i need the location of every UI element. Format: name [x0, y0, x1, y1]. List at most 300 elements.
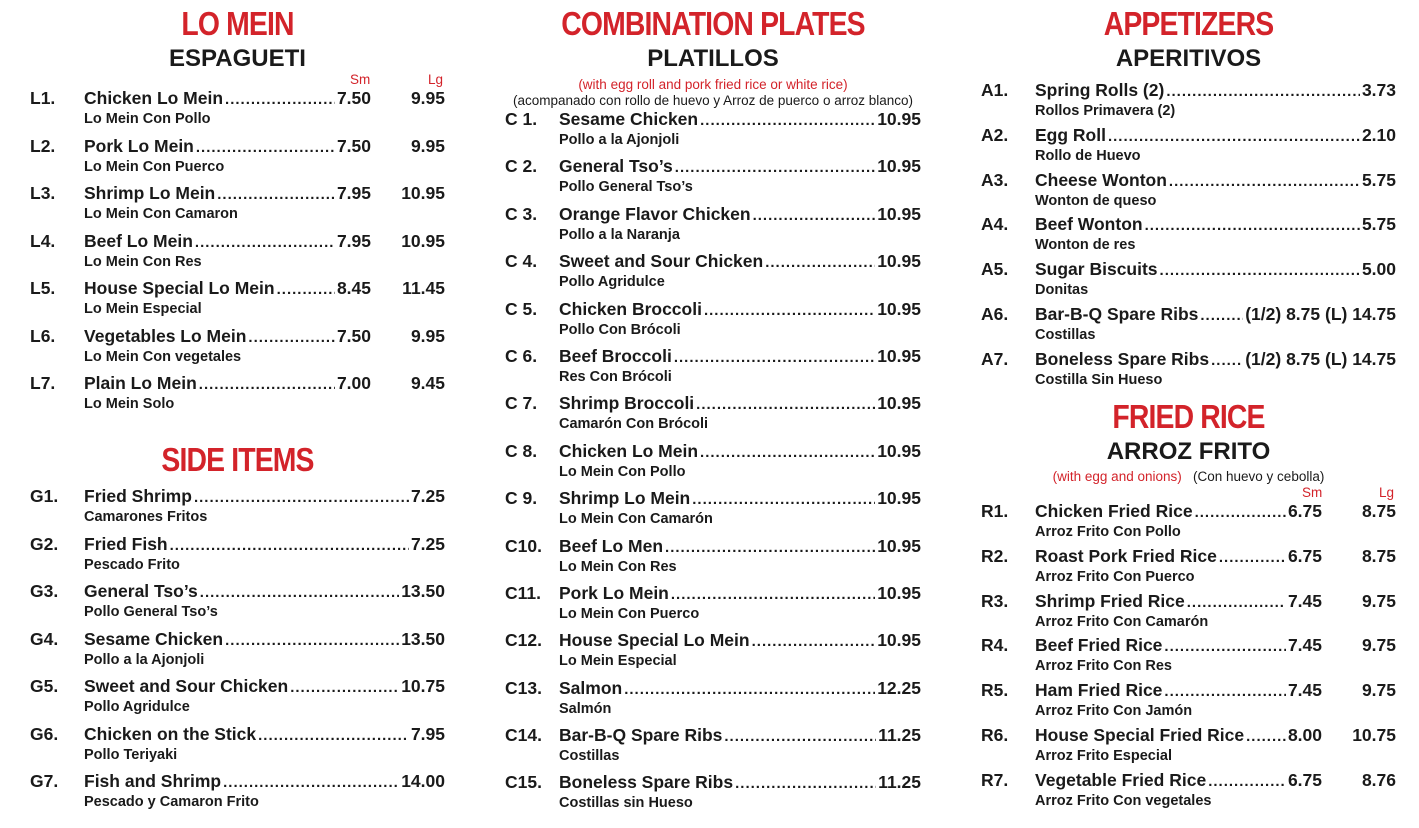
price-large: 9.45: [410, 373, 445, 393]
item-spanish-name: Lo Mein Con Res: [84, 253, 202, 270]
dot-leader: [195, 232, 335, 253]
item-code: L2.: [30, 135, 56, 156]
item-name: Vegetables Lo Mein: [84, 325, 247, 346]
combination-note-es: (acompanado con rollo de huevo y Arroz de puerco o arroz blanco): [513, 93, 913, 108]
menu-item-line: [505, 488, 921, 510]
item-code: G4.: [30, 628, 59, 649]
dot-leader: [700, 442, 875, 463]
item-spanish-name: Lo Mein Con vegetales: [84, 348, 242, 365]
dot-leader: [692, 489, 875, 510]
menu-item-line: [981, 170, 1396, 192]
item-price: 5.75: [1361, 169, 1396, 190]
dot-leader: [225, 630, 399, 651]
item-price: 10.95: [877, 251, 921, 272]
menu-item: [505, 299, 921, 346]
item-name: Spring Rolls (2): [1035, 80, 1165, 100]
dot-leader: [671, 584, 875, 605]
price-small: 6.75: [1287, 769, 1322, 790]
item-price: 7.25: [410, 533, 445, 554]
price-small: 7.45: [1287, 590, 1322, 611]
item-price: 11.25: [878, 772, 921, 793]
price-large: 8.75: [1361, 545, 1396, 566]
item-code: G6.: [30, 723, 59, 744]
item-code: C 3.: [505, 203, 538, 224]
item-name: Salmon: [559, 677, 623, 698]
menu-item-line: [981, 259, 1396, 281]
item-name: Bar-B-Q Spare Ribs: [1035, 303, 1199, 324]
menu-item-line: [505, 678, 921, 700]
dot-leader: [170, 535, 409, 556]
item-name: Beef Lo Men: [559, 535, 664, 556]
item-price: 13.50: [401, 628, 445, 649]
item-spanish-name: Pescado y Camaron Frito: [84, 794, 259, 810]
size-sm-label: Sm: [350, 72, 371, 87]
menu-item-line: [30, 183, 445, 205]
item-spanish-name: Camarón Con Brócoli: [559, 416, 709, 433]
item-spanish-name: Lo Mein Especial: [84, 301, 202, 317]
dot-leader: [675, 157, 875, 178]
menu-item: [30, 278, 445, 326]
price-small: 6.75: [1287, 545, 1322, 566]
item-name: Shrimp Lo Mein: [84, 183, 216, 203]
item-spanish-name: Lo Mein Con Camarón: [559, 511, 713, 528]
item-code: R7.: [981, 769, 1009, 790]
menu-item: [505, 536, 921, 583]
item-code: C 1.: [505, 109, 538, 129]
dot-leader: [217, 184, 335, 205]
side-items-section: [30, 442, 445, 819]
size-lg-label: Lg: [1379, 485, 1395, 500]
item-code: G7.: [30, 771, 59, 791]
dot-leader: [1195, 502, 1286, 523]
menu-item-line: [981, 725, 1396, 747]
item-name: House Special Lo Mein: [559, 630, 750, 651]
item-price: (1/2) 8.75 (L) 14.75: [1245, 303, 1396, 324]
menu-item: [981, 349, 1396, 394]
item-spanish-name: Pollo General Tso’s: [559, 179, 693, 196]
item-name: Beef Broccoli: [559, 345, 672, 366]
menu-item: [30, 724, 445, 772]
price-small: 7.00: [336, 373, 371, 393]
menu-item: [981, 214, 1396, 259]
appetizers-list: [981, 80, 1396, 394]
price-large: 8.76: [1361, 769, 1396, 790]
item-spanish-name: Pollo Con Brócoli: [559, 321, 681, 338]
fried-rice-note-es: (Con huevo y cebolla): [1193, 469, 1325, 484]
size-header: [981, 485, 1396, 501]
item-spanish-name: Pollo a la Naranja: [559, 226, 680, 243]
appetizers-title: APPETIZERS: [1103, 5, 1274, 42]
item-name: Pork Lo Mein: [84, 135, 194, 156]
item-price: 10.95: [877, 440, 921, 461]
price-large: 10.95: [401, 230, 445, 251]
item-spanish-name: Arroz Frito Especial: [1035, 747, 1172, 764]
item-code: C14.: [505, 725, 542, 746]
item-name: Sweet and Sour Chicken: [84, 676, 289, 696]
menu-item-line: [981, 680, 1396, 702]
item-code: L3.: [30, 183, 56, 203]
item-spanish-name: Lo Mein Con Pollo: [84, 111, 211, 127]
menu-item-line: [505, 204, 921, 226]
item-name: Shrimp Lo Mein: [559, 488, 691, 509]
menu-item-line: [505, 583, 921, 605]
dot-leader: [199, 374, 335, 395]
menu-item-line: [505, 393, 921, 415]
item-code: L4.: [30, 230, 56, 251]
menu-item: [30, 676, 445, 724]
menu-item: [30, 771, 445, 819]
item-price: 12.25: [877, 677, 921, 698]
menu-item-line: [981, 125, 1396, 147]
item-spanish-name: Pollo Agridulce: [84, 699, 190, 715]
dot-leader: [700, 110, 875, 131]
menu-item: [505, 725, 921, 772]
item-name: Egg Roll: [1035, 124, 1106, 145]
dot-leader: [1160, 260, 1360, 281]
item-spanish-name: Lo Mein Con Puerco: [84, 158, 225, 175]
item-code: C 4.: [505, 251, 538, 272]
dot-leader: [1108, 126, 1360, 147]
price-large: 9.75: [1361, 680, 1396, 701]
menu-item-line: [981, 501, 1396, 523]
item-spanish-name: Salmón: [559, 700, 612, 717]
menu-item-line: [981, 80, 1396, 102]
price-large: 10.95: [401, 183, 445, 203]
price-small: 7.45: [1287, 635, 1322, 656]
item-price: 10.95: [877, 345, 921, 366]
item-spanish-name: Lo Mein Con Res: [559, 558, 677, 575]
dot-leader: [258, 725, 409, 746]
menu-item-line: [30, 373, 445, 395]
item-spanish-name: Lo Mein Especial: [559, 653, 677, 670]
dot-leader: [1169, 171, 1360, 192]
item-name: Beef Wonton: [1035, 214, 1143, 235]
item-spanish-name: Pollo General Tso’s: [84, 604, 218, 620]
item-spanish-name: Pollo Teriyaki: [84, 746, 178, 763]
menu-item: [981, 80, 1396, 125]
price-small: 7.50: [336, 135, 371, 156]
item-spanish-name: Lo Mein Con Pollo: [559, 463, 686, 480]
dot-leader: [735, 773, 876, 794]
menu-item-line: [505, 109, 921, 131]
item-spanish-name: Arroz Frito Con Puerco: [1035, 568, 1195, 585]
item-price: 10.75: [401, 676, 445, 696]
lo-mein-section: [30, 6, 445, 421]
item-name: Orange Flavor Chicken: [559, 203, 751, 224]
item-name: Sugar Biscuits: [1035, 259, 1158, 280]
item-price: 10.95: [877, 109, 921, 129]
item-code: R2.: [981, 545, 1009, 566]
menu-item: [505, 346, 921, 393]
item-code: R5.: [981, 680, 1009, 701]
menu-item-line: [981, 349, 1396, 371]
menu-item-line: [505, 630, 921, 652]
item-code: A2.: [981, 124, 1009, 145]
dot-leader: [1200, 305, 1243, 326]
menu-item: [30, 231, 445, 279]
combination-title: COMBINATION PLATES: [561, 5, 865, 42]
item-code: C13.: [505, 677, 542, 698]
item-spanish-name: Rollos Primavera (2): [1035, 103, 1176, 119]
price-small: 8.00: [1287, 724, 1322, 745]
item-code: A5.: [981, 259, 1009, 280]
menu-item-line: [981, 770, 1396, 792]
item-name: Pork Lo Mein: [559, 582, 669, 603]
dot-leader: [1164, 636, 1286, 657]
menu-item: [505, 156, 921, 203]
menu-item: [981, 546, 1396, 591]
combination-note-en: (with egg roll and pork fried rice or white rice): [578, 77, 848, 92]
fried-rice-title: FRIED RICE: [1112, 398, 1265, 435]
fried-rice-subtitle: ARROZ FRITO: [1106, 438, 1271, 465]
item-code: L7.: [30, 373, 56, 393]
item-name: Sweet and Sour Chicken: [559, 251, 764, 272]
menu-item-line: [30, 278, 445, 300]
item-name: Fried Fish: [84, 533, 168, 554]
dot-leader: [200, 582, 399, 603]
item-name: Beef Lo Mein: [84, 230, 193, 251]
dot-leader: [223, 772, 399, 793]
dot-leader: [1164, 681, 1286, 702]
dot-leader: [196, 137, 335, 158]
appetizers-subtitle: APERITIVOS: [1115, 45, 1262, 72]
price-small: 7.95: [336, 230, 371, 251]
fried-rice-note-en: (with egg and onions): [1052, 469, 1182, 484]
menu-item-line: [30, 629, 445, 651]
item-name: Sesame Chicken: [84, 628, 224, 649]
lo-mein-list: [30, 88, 445, 421]
item-code: C12.: [505, 630, 542, 651]
lo-mein-title: LO MEIN: [181, 5, 294, 42]
menu-item: [30, 326, 445, 374]
menu-item: [505, 204, 921, 251]
menu-item-line: [981, 546, 1396, 568]
item-price: 13.50: [401, 581, 445, 601]
item-code: C11.: [505, 582, 541, 603]
dot-leader: [1166, 81, 1360, 102]
item-name: Chicken Lo Mein: [559, 440, 699, 461]
item-spanish-name: Pollo Agridulce: [559, 274, 665, 291]
menu-item-line: [30, 486, 445, 508]
menu-item-line: [30, 136, 445, 158]
item-spanish-name: Camarones Fritos: [84, 509, 208, 525]
menu-item: [981, 304, 1396, 349]
item-code: G5.: [30, 676, 59, 696]
item-price: 14.00: [401, 771, 445, 791]
menu-item-line: [505, 299, 921, 321]
menu-item: [30, 629, 445, 677]
combination-list: [505, 109, 921, 820]
dot-leader: [290, 677, 399, 698]
menu-item: [505, 583, 921, 630]
size-lg-label: Lg: [428, 72, 444, 87]
item-spanish-name: Arroz Frito Con vegetales: [1035, 792, 1212, 809]
item-price: 10.95: [877, 203, 921, 224]
item-code: L5.: [30, 278, 56, 298]
item-code: G3.: [30, 581, 59, 601]
dot-leader: [1211, 350, 1243, 371]
dot-leader: [248, 327, 335, 348]
price-small: 7.45: [1287, 680, 1322, 701]
item-code: A1.: [981, 80, 1009, 100]
item-name: General Tso’s: [559, 156, 673, 177]
item-spanish-name: Arroz Frito Con Camarón: [1035, 613, 1209, 630]
dot-leader: [674, 347, 875, 368]
menu-item: [981, 635, 1396, 680]
item-spanish-name: Rollo de Huevo: [1035, 147, 1141, 164]
item-spanish-name: Costillas: [559, 748, 620, 765]
item-code: C 7.: [505, 393, 538, 414]
menu-item: [505, 630, 921, 677]
item-price: 7.95: [410, 723, 445, 744]
item-name: Shrimp Fried Rice: [1035, 590, 1185, 611]
menu-item: [30, 136, 445, 184]
combination-section: [505, 6, 921, 820]
item-spanish-name: Pollo a la Ajonjoli: [559, 132, 680, 148]
item-price: 2.10: [1361, 124, 1396, 145]
item-code: R4.: [981, 635, 1009, 656]
item-code: L6.: [30, 325, 56, 346]
item-spanish-name: Res Con Brócoli: [559, 368, 672, 385]
price-large: 11.45: [402, 278, 445, 298]
menu-item-line: [981, 591, 1396, 613]
size-header: [30, 72, 445, 88]
lo-mein-subtitle: ESPAGUETI: [169, 45, 306, 72]
dot-leader: [696, 394, 875, 415]
menu-item: [981, 501, 1396, 546]
menu-item: [981, 725, 1396, 770]
item-price: 10.95: [877, 488, 921, 509]
fried-rice-note: [981, 469, 1396, 485]
menu-item-line: [30, 771, 445, 793]
item-spanish-name: Donitas: [1035, 282, 1089, 299]
item-name: Cheese Wonton: [1035, 169, 1167, 190]
item-spanish-name: Lo Mein Solo: [84, 396, 175, 412]
item-code: C 9.: [505, 488, 538, 509]
menu-item-line: [30, 534, 445, 556]
item-code: C 8.: [505, 440, 538, 461]
item-price: 5.00: [1361, 259, 1396, 280]
price-large: 9.75: [1361, 590, 1396, 611]
price-large: 8.75: [1361, 501, 1396, 521]
menu-item-line: [30, 231, 445, 253]
item-name: Chicken Lo Mein: [84, 88, 224, 108]
dot-leader: [624, 679, 875, 700]
menu-item: [981, 125, 1396, 170]
item-spanish-name: Pollo a la Ajonjoli: [84, 651, 205, 668]
menu-item-line: [981, 304, 1396, 326]
item-price: 10.95: [877, 393, 921, 414]
item-price: (1/2) 8.75 (L) 14.75: [1245, 348, 1396, 369]
combination-subtitle: PLATILLOS: [647, 45, 779, 72]
menu-item: [505, 251, 921, 298]
price-small: 6.75: [1287, 501, 1322, 521]
item-name: Fried Shrimp: [84, 486, 192, 506]
item-name: Bar-B-Q Spare Ribs: [559, 725, 723, 746]
price-small: 7.95: [336, 183, 371, 203]
menu-item: [30, 88, 445, 136]
menu-item: [30, 486, 445, 534]
item-name: Beef Fried Rice: [1035, 635, 1163, 656]
dot-leader: [225, 89, 335, 110]
menu-item: [505, 772, 921, 819]
appetizers-section: [981, 6, 1396, 394]
menu-item-line: [30, 724, 445, 746]
size-sm-label: Sm: [1302, 485, 1323, 500]
dot-leader: [1208, 771, 1286, 792]
menu-item: [505, 393, 921, 440]
item-code: C10.: [505, 535, 542, 556]
menu-item-line: [981, 635, 1396, 657]
menu-item: [981, 170, 1396, 215]
item-price: 3.73: [1361, 80, 1396, 100]
item-name: Chicken Fried Rice: [1035, 501, 1193, 521]
fried-rice-list: [981, 501, 1396, 815]
menu-item: [30, 534, 445, 582]
side-items-list: [30, 486, 445, 819]
menu-item-line: [30, 326, 445, 348]
dot-leader: [724, 726, 876, 747]
item-name: Fish and Shrimp: [84, 771, 222, 791]
dot-leader: [752, 631, 876, 652]
item-spanish-name: Lo Mein Con Camaron: [84, 206, 238, 222]
item-price: 10.95: [877, 582, 921, 603]
side-items-title: SIDE ITEMS: [161, 441, 314, 478]
menu-item: [981, 591, 1396, 636]
item-price: 10.95: [877, 630, 921, 651]
item-spanish-name: Arroz Frito Con Pollo: [1035, 524, 1181, 540]
item-name: Shrimp Broccoli: [559, 393, 695, 414]
item-code: A3.: [981, 169, 1009, 190]
dot-leader: [765, 252, 875, 273]
item-spanish-name: Costillas: [1035, 326, 1096, 343]
menu-item: [505, 441, 921, 488]
menu-item-line: [30, 88, 445, 110]
item-spanish-name: Arroz Frito Con Jamón: [1035, 703, 1193, 720]
price-small: 8.45: [336, 278, 371, 298]
menu-item: [981, 259, 1396, 304]
menu-item-line: [30, 676, 445, 698]
item-name: Ham Fried Rice: [1035, 680, 1163, 701]
item-spanish-name: Costilla Sin Hueso: [1035, 371, 1163, 388]
menu-item-line: [981, 214, 1396, 236]
item-price: 5.75: [1361, 214, 1396, 235]
item-name: General Tso’s: [84, 581, 198, 601]
item-name: House Special Fried Rice: [1035, 724, 1245, 745]
dot-leader: [1187, 592, 1286, 613]
dot-leader: [1145, 215, 1360, 236]
item-name: Plain Lo Mein: [84, 373, 197, 393]
price-large: 10.75: [1352, 724, 1396, 745]
menu-item: [30, 183, 445, 231]
dot-leader: [277, 279, 335, 300]
item-code: C 2.: [505, 156, 538, 177]
item-price: 10.95: [877, 298, 921, 319]
menu-item-line: [505, 772, 921, 794]
item-price: 11.25: [878, 725, 921, 746]
item-name: Vegetable Fried Rice: [1035, 769, 1207, 790]
item-code: A7.: [981, 348, 1009, 369]
item-code: A4.: [981, 214, 1009, 235]
item-code: G2.: [30, 533, 59, 554]
menu-item: [981, 680, 1396, 725]
menu-item: [30, 581, 445, 629]
item-code: R1.: [981, 501, 1009, 521]
item-name: Chicken Broccoli: [559, 298, 702, 319]
item-name: Boneless Spare Ribs: [1035, 348, 1210, 369]
item-spanish-name: Wonton de queso: [1035, 192, 1157, 209]
item-code: C 5.: [505, 298, 538, 319]
